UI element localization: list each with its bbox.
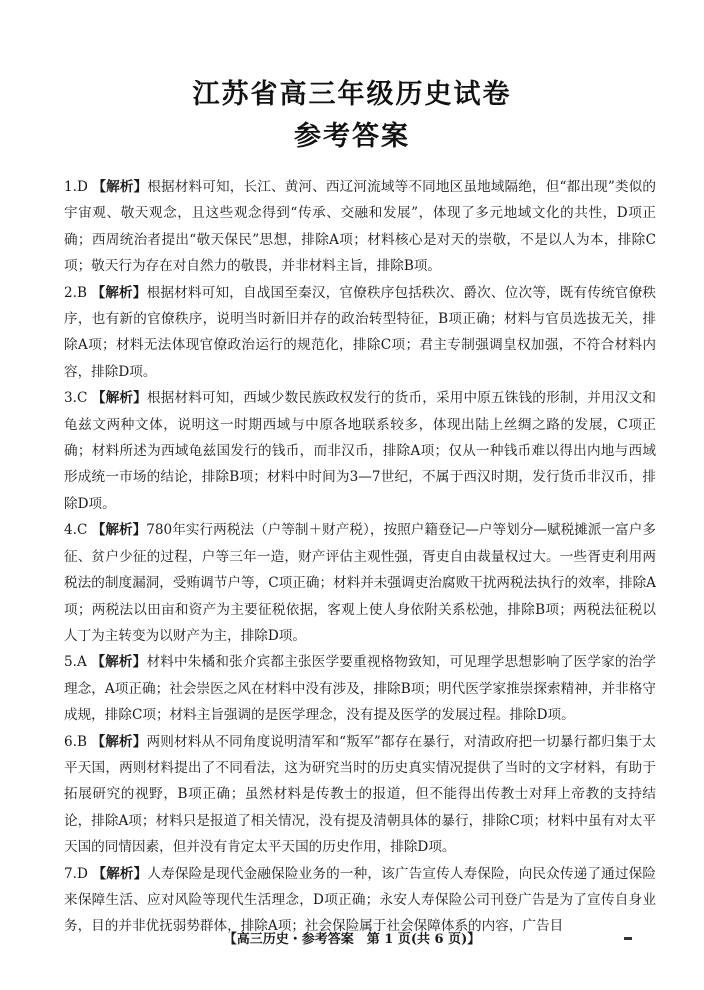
page-footer: 【高三历史・参考答案 第 1 页(共 6 页)】 bbox=[223, 932, 481, 947]
answer-label: 1.D bbox=[64, 179, 88, 195]
answer-item-4 bbox=[64, 517, 656, 649]
analysis-tag: 【解析】 bbox=[92, 865, 148, 882]
answer-item-3 bbox=[64, 385, 656, 517]
answer-label: 5.A bbox=[64, 654, 87, 671]
answer-text: 780年实行两税法（户等制＋财产税），按照户籍登记—户等划分—赋税摊派一富户多征、贫户少征的过程，户等三年一造，财产评估主观性强，胥吏自由裁量权过大。一些胥吏利用两税法的制度漏洞，受贿调节户等，C项正确；材料并未强调吏治腐败干扰两税法执行的效率，排除A项；两税法以田亩和资产为主要征税依据，客观上使人身依附关系松弛，排除B项；两税法征税以人丁为主转变为以财产为主，排除D项。 bbox=[64, 522, 656, 644]
page-subtitle: 参考答案 bbox=[294, 121, 410, 152]
answer-label: 4.C bbox=[64, 522, 88, 539]
page-title: 江苏省高三年级历史试卷 bbox=[192, 79, 512, 110]
answer-label: 3.C bbox=[64, 390, 88, 407]
answer-item-6 bbox=[64, 729, 656, 861]
answer-label: 2.B bbox=[64, 284, 87, 301]
analysis-tag: 【解析】 bbox=[92, 179, 148, 195]
answer-list bbox=[64, 174, 656, 940]
answer-text: 根据材料可知，西域少数民族政权发行的货币，采用中原五铢钱的形制，并用汉文和龟兹文两种文体，说明这一时期西域与中原各地联系较多，体现出陆上丝绸之路的发展，C项正确；材料所述为西域龟兹国发行的钱币，而非汉币，排除A项；仅从一种钱币难以得出内地与西域形成统一市场的结论，排除B项；材料中时间为3—7世纪，不属于西汉时期，发行货币非汉币，排除D项。 bbox=[64, 390, 657, 512]
answer-text: 根据材料可知，自战国至秦汉，官僚秩序包括秩次、爵次、位次等，既有传统官僚秩序，也有新的官僚秩序，说明当时新旧并存的政治转型特征，B项正确；材料与官员选拔无关，排除A项；材料无法体现官僚政治运行的规范化，排除C项；君主专制强调皇权加强，不符合材料内容，排除D项。 bbox=[64, 284, 657, 380]
analysis-tag: 【解析】 bbox=[91, 522, 147, 539]
answer-text: 根据材料可知，长江、黄河、西辽河流域等不同地区虽地域隔绝，但“都出现”类似的宇宙观、敬天观念，且这些观念得到“传承、交融和发展”，体现了多元地域文化的共性，D项正确；西周统治者提出“敬天保民”思想，排除A项；材料核心是对天的崇敬，不是以人为本，排除C项；敬天行为存在对自然力的敬畏，并非材料主旨，排除B项。 bbox=[64, 179, 656, 275]
analysis-tag: 【解析】 bbox=[91, 733, 147, 750]
analysis-tag: 【解析】 bbox=[91, 654, 147, 671]
analysis-tag: 【解析】 bbox=[91, 284, 147, 301]
corner-mark bbox=[624, 937, 632, 940]
answer-label: 7.D bbox=[64, 865, 88, 882]
answer-text: 材料中朱橘和张介宾都主张医学要重视格物致知，可见理学思想影响了医学家的治学理念，A项正确；社会崇医之风在材料中没有涉及，排除B项；明代医学家推崇探索精神，并非格守成规，排除C项；材料主旨强调的是医学理念，没有提及医学的发展过程。排除D项。 bbox=[64, 654, 657, 724]
answer-item-2 bbox=[64, 280, 656, 386]
analysis-tag: 【解析】 bbox=[91, 390, 147, 407]
answer-text: 人寿保险是现代金融保险业务的一种，该广告宣传人寿保险，向民众传递了通过保险来保障生活、应对风险等现代生活理念，D项正确；永安人寿保险公司刊登广告是为了宣传自身业务，目的并非优抚弱势群体，排除A项；社会保险属于社会保障体系的内容，广告目 bbox=[64, 865, 657, 935]
answer-item-5 bbox=[64, 649, 656, 728]
answer-text: 两则材料从不同角度说明清军和“叛军”都存在暴行，对清政府把一切暴行都归集于太平天国，两则材料提出了不同看法，这为研究当时的历史真实情况提供了当时的文字材料，有助于拓展研究的视野，B项正确；虽然材料是传教士的报道，但不能得出传教士对拜上帝教的支持结论，排除A项；材料只是报道了相关情况，没有提及清朝具体的暴行，排除C项；材料中虽有对太平天国的同情因素，但并没有肯定太平天国的历史作用，排除D项。 bbox=[64, 733, 656, 856]
answer-item-1 bbox=[64, 174, 656, 280]
answer-label: 6.B bbox=[64, 733, 87, 750]
